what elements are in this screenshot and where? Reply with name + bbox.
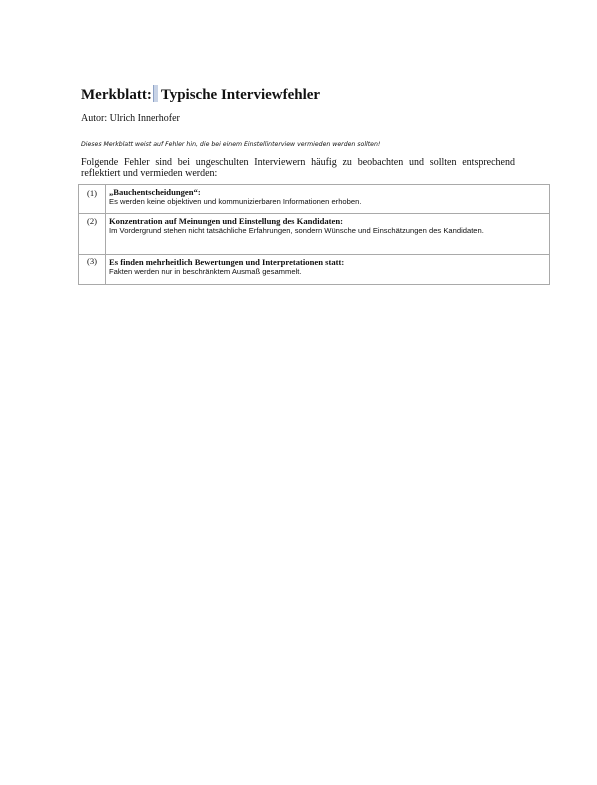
title-prefix: Merkblatt: <box>81 87 152 103</box>
error-cell <box>106 214 550 255</box>
error-description: Es werden keine objektiven und kommunizierbaren Informationen erhoben. <box>109 197 362 206</box>
error-description: Fakten werden nur in beschränktem Ausmaß gesammelt. <box>109 267 302 276</box>
error-cell <box>106 185 550 214</box>
error-title: Es finden mehrheitlich Bewertungen und Interpretationen statt: <box>109 257 345 267</box>
text-cursor <box>153 85 158 102</box>
author-line: Autor: Ulrich Innerhofer <box>81 113 180 124</box>
error-number: (2) <box>79 214 106 255</box>
error-description: Im Vordergrund stehen nicht tatsächliche Erfahrungen, sondern Wünsche und Einschätzungen des Kandidaten. <box>109 226 484 235</box>
error-cell <box>106 255 550 285</box>
error-title: Konzentration auf Meinungen und Einstellung des Kandidaten: <box>109 216 343 226</box>
table-row <box>79 185 550 214</box>
document-note: Dieses Merkblatt weist auf Fehler hin, die bei einem Einstellinterview vermieden werden sollten! <box>81 141 381 148</box>
errors-table <box>78 184 550 285</box>
intro-paragraph: Folgende Fehler sind bei ungeschulten Interviewern häufig zu beobachten und sollten entsprechend reflektiert und vermieden werden: <box>81 157 515 179</box>
table-row <box>79 255 550 285</box>
error-number: (3) <box>79 255 106 285</box>
error-number: (1) <box>79 185 106 214</box>
title-main: Typische Interviewfehler <box>160 87 321 103</box>
document-title <box>81 85 320 104</box>
table-row <box>79 214 550 255</box>
error-title: „Bauchentscheidungen“: <box>109 187 201 197</box>
